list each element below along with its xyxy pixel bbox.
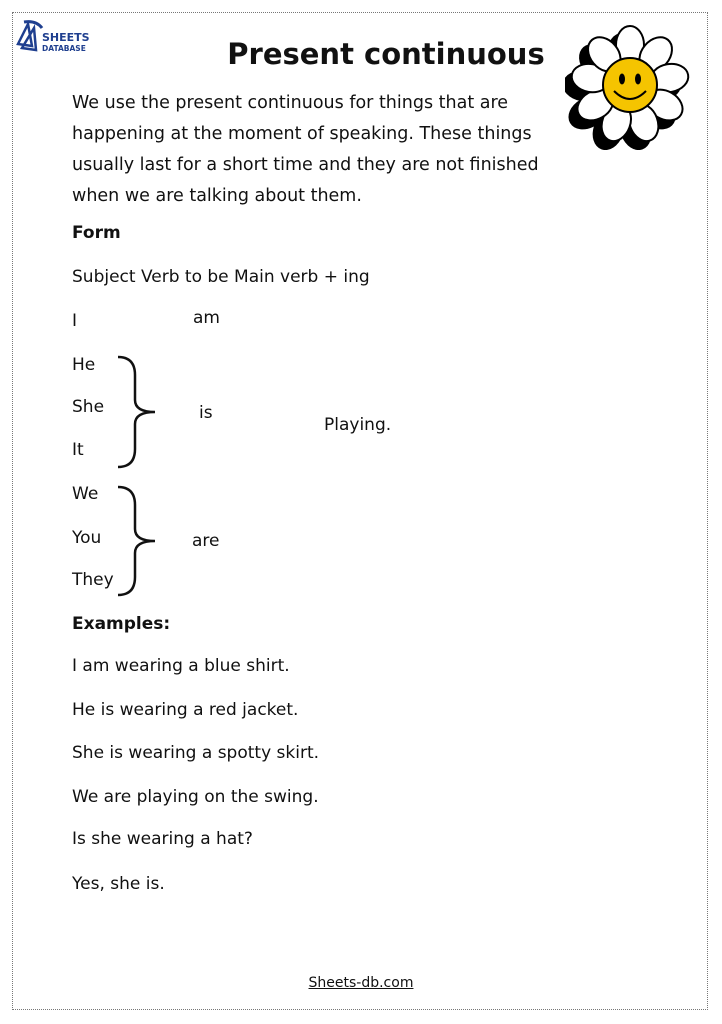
svg-text:DATABASE: DATABASE <box>42 44 86 53</box>
subject-i: I <box>72 311 78 331</box>
subject-we: We <box>72 484 99 504</box>
intro-paragraph: We use the present continuous for things that are happening at the moment of speaking. These things usually last for a short time and they are not finished when we are talking about them. <box>72 93 539 206</box>
subject-it: It <box>72 440 84 460</box>
example-item: I am wearing a blue shirt. <box>72 656 290 676</box>
brace-icon <box>115 485 160 597</box>
subject-they: They <box>72 570 114 590</box>
main-verb-playing: Playing. <box>324 415 392 435</box>
page-title: Present continuous <box>227 37 545 71</box>
subject-he: He <box>72 355 96 375</box>
form-heading: Form <box>72 223 121 243</box>
example-item: She is wearing a spotty skirt. <box>72 743 320 763</box>
subject-you: You <box>72 528 102 548</box>
example-item: Yes, she is. <box>72 874 165 894</box>
svg-text:SHEETS: SHEETS <box>42 31 90 44</box>
example-item: We are playing on the swing. <box>72 787 319 807</box>
form-pattern: Subject Verb to be Main verb + ing <box>72 267 370 287</box>
smiley-flower-icon <box>565 20 695 154</box>
subject-she: She <box>72 397 105 417</box>
verb-are: are <box>192 531 220 551</box>
examples-heading: Examples: <box>72 614 171 634</box>
verb-is: is <box>199 403 213 423</box>
footer-link[interactable]: Sheets-db.com <box>308 975 414 991</box>
example-item: Is she wearing a hat? <box>72 829 253 849</box>
brace-icon <box>115 355 160 469</box>
example-item: He is wearing a red jacket. <box>72 700 299 720</box>
verb-am: am <box>193 308 220 328</box>
